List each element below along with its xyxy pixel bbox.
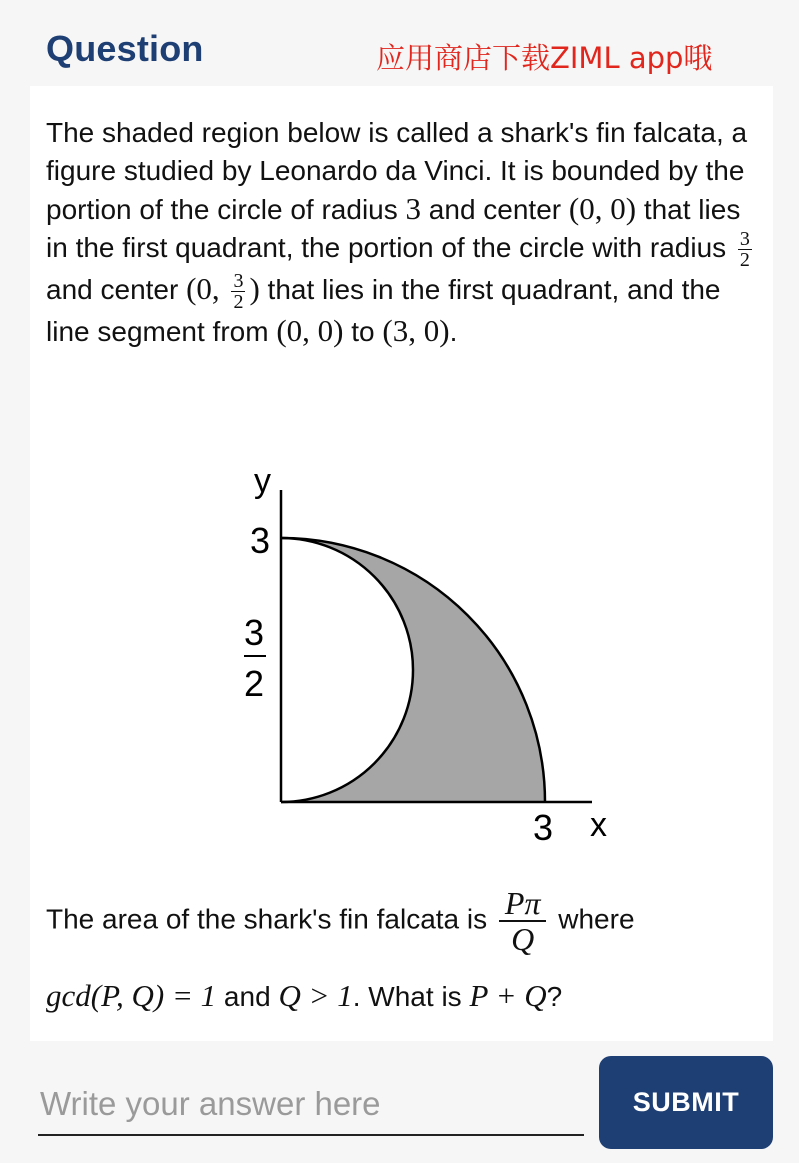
problem-text-6: to: [343, 316, 383, 348]
math-point-to: (3, 0): [382, 313, 450, 349]
x-axis-label: x: [590, 806, 607, 844]
prompt-text-1: The area of the shark's fin falcata is: [46, 903, 495, 935]
page-title: Question: [46, 28, 204, 69]
y-axis-label: y: [254, 462, 271, 500]
prompt-text-4: . What is: [352, 981, 470, 1012]
problem-statement: [46, 114, 761, 351]
math-p-plus-q: P + Q: [469, 978, 547, 1013]
problem-text-1: The shaded region below is called a shark's fin falcata, a figure studied by Leonardo da Vinci. It is bounded by the portion of the circle of radius: [46, 117, 748, 225]
math-center2-open: (0,: [186, 271, 228, 307]
fraction-numerator: Pπ: [499, 886, 547, 922]
math-radius: 3: [405, 191, 422, 226]
x-tick-3: 3: [533, 807, 554, 848]
prompt-text-5: ?: [546, 981, 563, 1012]
math-center-origin: (0, 0): [568, 191, 637, 226]
fraction-numerator: 3: [739, 228, 750, 251]
y-tick-3-over-2-num: 3: [244, 612, 265, 653]
sharks-fin-diagram: [200, 456, 607, 856]
fraction-p-pi-over-q: [499, 886, 547, 956]
prompt-line-1: [46, 886, 635, 956]
math-center2-close: ): [249, 271, 260, 307]
fraction-numerator: 3: [233, 270, 244, 293]
header: [0, 0, 799, 86]
fraction-denominator: 2: [233, 291, 244, 314]
fraction-center-y: [231, 271, 245, 312]
fraction-three-halves: [738, 229, 752, 270]
prompt-text-3: and: [216, 981, 279, 1012]
fraction-denominator: 2: [739, 249, 750, 272]
math-gcd: gcd(P, Q) = 1: [46, 978, 217, 1013]
fraction-denominator: Q: [511, 921, 535, 957]
math-q-greater-1: Q > 1: [278, 978, 353, 1013]
problem-text-5: that lies in the first quadrant, and the line segment from: [46, 274, 721, 348]
answer-input[interactable]: [38, 1074, 584, 1136]
y-tick-3-over-2-den: 2: [244, 663, 265, 704]
prompt-line-2: [46, 978, 562, 1014]
problem-text-3: that lies in the first quadrant, the portion of the circle with radius: [46, 194, 741, 263]
submit-button[interactable]: SUBMIT: [599, 1056, 773, 1149]
prompt-text-2: where: [550, 903, 635, 935]
problem-text-2: and center: [421, 194, 569, 225]
question-card: [30, 86, 773, 1041]
math-point-from: (0, 0): [276, 313, 344, 349]
promo-banner: 应用商店下载ZIML app哦: [376, 41, 713, 75]
y-tick-3: 3: [250, 520, 271, 561]
problem-text-7: .: [449, 316, 458, 348]
problem-text-4: and center: [46, 274, 187, 306]
